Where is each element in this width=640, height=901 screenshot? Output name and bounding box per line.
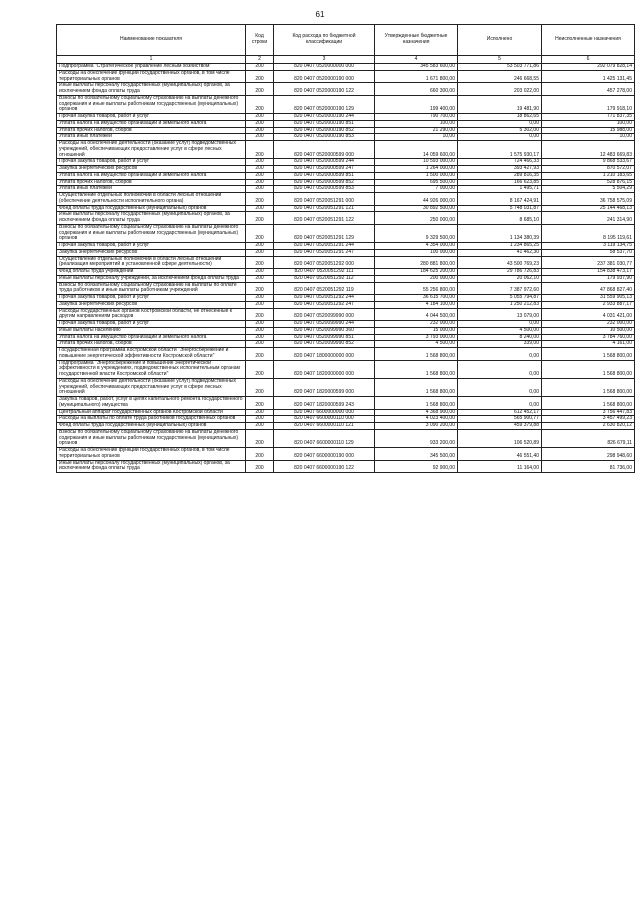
cell-approved: 4 184 100,00 xyxy=(375,301,458,308)
cell-budget-code: 820 0407 0520000599 244 xyxy=(274,159,375,166)
cell-budget-code: 820 0407 6600000110 121 xyxy=(274,423,375,430)
cell-budget-code: 820 0407 1820000599 000 xyxy=(274,378,375,396)
cell-indicator-name: Уплата налога на имущество организаций и земельного налога xyxy=(57,172,246,179)
cell-approved: 92 900,00 xyxy=(375,460,458,473)
cell-unexecuted: 179 918,10 xyxy=(542,95,635,113)
cell-unexecuted: 237 381 030,77 xyxy=(542,256,635,269)
cell-indicator-name: Уплата прочих налогов, сборов xyxy=(57,179,246,186)
cell-approved: 1 568 800,00 xyxy=(375,397,458,410)
cell-executed: 46 551,40 xyxy=(458,448,542,461)
cell-indicator-name: Иные выплаты населению xyxy=(57,327,246,334)
table-row xyxy=(57,378,635,396)
cell-budget-code: 820 0407 0520099990 244 xyxy=(274,321,375,328)
cell-budget-code: 820 0407 0520000190 122 xyxy=(274,83,375,96)
cell-line-code: 200 xyxy=(246,159,274,166)
cell-line-code: 200 xyxy=(246,334,274,341)
cell-executed: 1 575 930,17 xyxy=(458,141,542,159)
cell-line-code: 200 xyxy=(246,212,274,225)
cell-unexecuted: 1 210 183,65 xyxy=(542,172,635,179)
cell-indicator-name: Расходы на обеспечение деятельности (оказание услуг) подведомственных учреждений, обеспечивающих предоставление услуг в сфере лесных отношений xyxy=(57,141,246,159)
table-row xyxy=(57,282,635,295)
cell-executed: 41 462,30 xyxy=(458,249,542,256)
cell-indicator-name: Государственная программа Костромской области "Энергосбережение и повышение энергетической эффективности Костромской области" xyxy=(57,348,246,361)
cell-unexecuted: 3 784 760,00 xyxy=(542,334,635,341)
cell-unexecuted: 58 537,70 xyxy=(542,249,635,256)
cell-executed: 43 500 769,23 xyxy=(458,256,542,269)
cell-line-code: 200 xyxy=(246,301,274,308)
cell-budget-code: 820 0407 0520051291 129 xyxy=(274,224,375,242)
cell-unexecuted: 8 195 119,61 xyxy=(542,224,635,242)
cell-budget-code: 820 0407 0520099990 851 xyxy=(274,334,375,341)
cell-unexecuted: 10,00 xyxy=(542,134,635,141)
cell-approved: 10 593 000,00 xyxy=(375,159,458,166)
cell-approved: 3 090 200,00 xyxy=(375,423,458,430)
cell-unexecuted: 1 568 800,00 xyxy=(542,378,635,396)
table-row xyxy=(57,141,635,159)
cell-indicator-name: Фонд оплаты труда государственных (муниципальных) органов xyxy=(57,423,246,430)
cell-indicator-name: Закупка товаров, работ, услуг в целях капитального ремонта государственного (муниципального) имущества xyxy=(57,397,246,410)
cell-unexecuted: 292 079 828,14 xyxy=(542,64,635,71)
cell-unexecuted: 826 679,11 xyxy=(542,429,635,447)
cell-approved: 1 264 000,00 xyxy=(375,166,458,173)
cell-budget-code: 820 0407 6600000000 000 xyxy=(274,409,375,416)
cell-budget-code: 820 0407 0520051292 119 xyxy=(274,282,375,295)
cell-budget-code: 820 0407 0520051292 000 xyxy=(274,256,375,269)
cell-line-code: 200 xyxy=(246,321,274,328)
cell-line-code: 200 xyxy=(246,341,274,348)
cell-unexecuted: 100,00 xyxy=(542,120,635,127)
table-row xyxy=(57,301,635,308)
cell-approved: 695 500,00 xyxy=(375,179,458,186)
table-header xyxy=(57,25,635,64)
cell-indicator-name: Взносы по обязательному социальному страхованию на выплаты денежного содержания и иные выплаты работникам государственных (муниципальных) органов xyxy=(57,429,246,447)
cell-approved: 1 671 800,00 xyxy=(375,70,458,83)
cell-indicator-name: Прочая закупка товаров, работ и услуг xyxy=(57,321,246,328)
cell-budget-code: 820 0407 0520051291 000 xyxy=(274,193,375,206)
cell-executed: 1 250 212,83 xyxy=(458,301,542,308)
cell-approved: 4 354 000,00 xyxy=(375,243,458,250)
cell-budget-code: 820 0407 6600000190 000 xyxy=(274,448,375,461)
cell-indicator-name: Иные выплаты персоналу государственных (муниципальных) органов, за исключением фонда оплаты труда xyxy=(57,83,246,96)
cell-approved: 199 400,00 xyxy=(375,95,458,113)
cell-unexecuted: 2 630 820,12 xyxy=(542,423,635,430)
cell-unexecuted: 4 161,00 xyxy=(542,341,635,348)
cell-indicator-name: Уплата налога на имущество организаций и земельного налога xyxy=(57,120,246,127)
cell-approved: 10,00 xyxy=(375,134,458,141)
table-row xyxy=(57,448,635,461)
cell-unexecuted: 771 837,35 xyxy=(542,114,635,121)
column-number: 4 xyxy=(375,56,458,64)
cell-budget-code: 820 0407 0520000190 852 xyxy=(274,127,375,134)
cell-executed: 0,00 xyxy=(458,134,542,141)
cell-indicator-name: Расходы на выплаты по оплате труда работников государственных органов xyxy=(57,416,246,423)
cell-executed: 29 786 726,83 xyxy=(458,269,542,276)
table-row xyxy=(57,397,635,410)
table-row xyxy=(57,83,635,96)
cell-approved: 790 700,00 xyxy=(375,114,458,121)
cell-executed: 8 167 424,91 xyxy=(458,193,542,206)
column-number: 2 xyxy=(246,56,274,64)
cell-unexecuted: 232 000,00 xyxy=(542,321,635,328)
cell-budget-code: 820 0407 0520000190 129 xyxy=(274,95,375,113)
cell-indicator-name: Уплата иных платежей xyxy=(57,134,246,141)
cell-executed: 166 623,85 xyxy=(458,179,542,186)
table-row xyxy=(57,249,635,256)
cell-executed: 0,00 xyxy=(458,397,542,410)
cell-line-code: 200 xyxy=(246,269,274,276)
cell-approved: 184 625 200,00 xyxy=(375,269,458,276)
cell-line-code: 200 xyxy=(246,256,274,269)
cell-line-code: 200 xyxy=(246,378,274,396)
column-number: 1 xyxy=(57,56,246,64)
cell-budget-code: 820 0407 0520051292 112 xyxy=(274,275,375,282)
cell-unexecuted: 25 144 468,13 xyxy=(542,205,635,212)
column-number: 5 xyxy=(458,56,542,64)
cell-indicator-name: Прочая закупка товаров, работ и услуг xyxy=(57,114,246,121)
cell-indicator-name: Уплата прочих налогов, сборов xyxy=(57,127,246,134)
cell-budget-code: 820 0407 6600000110 000 xyxy=(274,416,375,423)
cell-line-code: 200 xyxy=(246,172,274,179)
cell-executed: 612 452,17 xyxy=(458,409,542,416)
cell-approved: 3 793 000,00 xyxy=(375,334,458,341)
cell-executed: 0,00 xyxy=(458,378,542,396)
cell-line-code: 200 xyxy=(246,70,274,83)
cell-executed: 11 164,00 xyxy=(458,460,542,473)
cell-indicator-name: Уплата прочих налогов, сборов xyxy=(57,341,246,348)
table-row xyxy=(57,360,635,378)
cell-budget-code: 820 0407 0520000599 247 xyxy=(274,166,375,173)
cell-approved: 55 256 800,00 xyxy=(375,282,458,295)
cell-unexecuted: 5 504,29 xyxy=(542,186,635,193)
cell-unexecuted: 4 031 421,00 xyxy=(542,308,635,321)
cell-line-code: 200 xyxy=(246,409,274,416)
cell-executed: 393 427,93 xyxy=(458,166,542,173)
cell-budget-code: 820 0407 1820000599 243 xyxy=(274,397,375,410)
cell-executed: 0,00 xyxy=(458,321,542,328)
cell-executed: 13 079,00 xyxy=(458,308,542,321)
cell-unexecuted: 241 314,90 xyxy=(542,212,635,225)
cell-line-code: 200 xyxy=(246,423,274,430)
cell-budget-code: 820 0407 0520000599 853 xyxy=(274,186,375,193)
cell-unexecuted: 1 425 131,45 xyxy=(542,70,635,83)
cell-budget-code: 820 0407 1800000000 000 xyxy=(274,348,375,361)
cell-indicator-name: Иные выплаты персоналу государственных (муниципальных) органов, за исключением фонда оплаты труда xyxy=(57,212,246,225)
cell-indicator-name: Иные выплаты персоналу государственных (муниципальных) органов, за исключением фонда оплаты труда xyxy=(57,460,246,473)
cell-executed: 246 668,55 xyxy=(458,70,542,83)
cell-approved: 30 892 500,00 xyxy=(375,205,458,212)
cell-executed: 1 234 865,25 xyxy=(458,243,542,250)
cell-line-code: 200 xyxy=(246,249,274,256)
cell-indicator-name: Взносы по обязательному социальному страхованию на выплаты денежного содержания и иные выплаты работникам государственных (муниципальных) органов xyxy=(57,95,246,113)
cell-line-code: 200 xyxy=(246,64,274,71)
cell-indicator-name: Прочая закупка товаров, работ и услуг xyxy=(57,295,246,302)
cell-executed: 4 500,00 xyxy=(458,327,542,334)
cell-indicator-name: Осуществление отдельных полномочий в области лесных отношений (реализация мероприятий в установленной сфере деятельности) xyxy=(57,256,246,269)
cell-unexecuted: 31 559 905,13 xyxy=(542,295,635,302)
cell-budget-code: 820 0407 0520000190 000 xyxy=(274,70,375,83)
cell-unexecuted: 1 568 800,00 xyxy=(542,360,635,378)
cell-executed: 18 862,65 xyxy=(458,114,542,121)
cell-approved: 4 500,00 xyxy=(375,341,458,348)
cell-executed: 459 379,88 xyxy=(458,423,542,430)
header-approved: Утвержденные бюджетные назначения xyxy=(375,25,458,56)
cell-line-code: 200 xyxy=(246,360,274,378)
cell-line-code: 200 xyxy=(246,205,274,212)
cell-budget-code: 820 0407 0520000599 852 xyxy=(274,179,375,186)
cell-unexecuted: 457 278,00 xyxy=(542,83,635,96)
cell-budget-code: 820 0407 0520000000 000 xyxy=(274,64,375,71)
cell-indicator-name: Фонд оплаты труда государственных (муниципальных) органов xyxy=(57,205,246,212)
cell-line-code: 200 xyxy=(246,460,274,473)
cell-executed: 289 816,35 xyxy=(458,172,542,179)
cell-indicator-name: Подпрограмма "Энергосбережение и повышение энергетической эффективности в учреждениях, подведомственных исполнительным органам государственной власти Костромской области" xyxy=(57,360,246,378)
cell-approved: 4 368 900,00 xyxy=(375,409,458,416)
cell-budget-code: 820 0407 6600000190 122 xyxy=(274,460,375,473)
cell-line-code: 200 xyxy=(246,397,274,410)
cell-budget-code: 820 0407 0520000190 853 xyxy=(274,134,375,141)
table-row xyxy=(57,275,635,282)
cell-unexecuted: 1 568 800,00 xyxy=(542,397,635,410)
cell-line-code: 200 xyxy=(246,134,274,141)
cell-line-code: 200 xyxy=(246,166,274,173)
cell-line-code: 200 xyxy=(246,186,274,193)
cell-unexecuted: 9 868 533,67 xyxy=(542,159,635,166)
cell-executed: 0,00 xyxy=(458,360,542,378)
table-row xyxy=(57,95,635,113)
cell-line-code: 200 xyxy=(246,95,274,113)
cell-indicator-name: Закупка энергетических ресурсов xyxy=(57,166,246,173)
cell-line-code: 200 xyxy=(246,295,274,302)
table-row xyxy=(57,70,635,83)
cell-executed: 1 134 380,39 xyxy=(458,224,542,242)
cell-indicator-name: Взносы по обязательному социальному страхованию на выплаты денежного содержания и иные выплаты работникам государственных (муниципальных) органов xyxy=(57,224,246,242)
header-line-code: Код строки xyxy=(246,25,274,56)
cell-approved: 1 500 000,00 xyxy=(375,172,458,179)
cell-budget-code: 820 0407 0520051292 244 xyxy=(274,295,375,302)
cell-line-code: 200 xyxy=(246,448,274,461)
cell-executed: 0,00 xyxy=(458,348,542,361)
cell-budget-code: 820 0407 0520051291 244 xyxy=(274,243,375,250)
cell-approved: 1 568 800,00 xyxy=(375,378,458,396)
cell-approved: 9 329 500,00 xyxy=(375,224,458,242)
cell-indicator-name: Уплата иных платежей xyxy=(57,186,246,193)
cell-unexecuted: 15 988,00 xyxy=(542,127,635,134)
header-indicator-name: Наименование показателя xyxy=(57,25,246,56)
cell-budget-code: 820 0407 0520099990 852 xyxy=(274,341,375,348)
cell-approved: 933 200,00 xyxy=(375,429,458,447)
table-row xyxy=(57,308,635,321)
cell-unexecuted: 3 457 499,23 xyxy=(542,416,635,423)
cell-unexecuted: 298 948,60 xyxy=(542,448,635,461)
cell-indicator-name: Фонд оплаты труда учреждений xyxy=(57,269,246,276)
cell-budget-code: 820 0407 0520099990 000 xyxy=(274,308,375,321)
table-row xyxy=(57,460,635,473)
cell-approved: 44 926 000,00 xyxy=(375,193,458,206)
cell-indicator-name: Расходы на обеспечение функций государственных органов, в том числе территориальных органов xyxy=(57,70,246,83)
table-row xyxy=(57,120,635,127)
cell-budget-code: 820 0407 0520099990 360 xyxy=(274,327,375,334)
cell-budget-code: 820 0407 0520051291 121 xyxy=(274,205,375,212)
cell-indicator-name: Подпрограмма "Стратегическое управление лесным хозяйством" xyxy=(57,64,246,71)
cell-unexecuted: 3 756 447,83 xyxy=(542,409,635,416)
cell-unexecuted: 10 500,00 xyxy=(542,327,635,334)
cell-executed: 19 481,90 xyxy=(458,95,542,113)
cell-unexecuted: 36 758 575,09 xyxy=(542,193,635,206)
cell-approved: 15 000,00 xyxy=(375,327,458,334)
cell-executed: 8 240,00 xyxy=(458,334,542,341)
cell-line-code: 200 xyxy=(246,120,274,127)
table-row xyxy=(57,256,635,269)
cell-unexecuted: 154 838 473,17 xyxy=(542,269,635,276)
cell-budget-code: 820 0407 0520000599 000 xyxy=(274,141,375,159)
cell-executed: 203 022,00 xyxy=(458,83,542,96)
cell-indicator-name: Уплата налога на имущество организаций и земельного налога xyxy=(57,334,246,341)
cell-line-code: 200 xyxy=(246,275,274,282)
cell-approved: 36 615 700,00 xyxy=(375,295,458,302)
cell-line-code: 200 xyxy=(246,429,274,447)
cell-approved: 345 500,00 xyxy=(375,448,458,461)
cell-approved: 660 300,00 xyxy=(375,83,458,96)
cell-indicator-name: Расходы государственных органов Костромской области, не отнесенные к другим направлениям расходов xyxy=(57,308,246,321)
cell-indicator-name: Иные выплаты персоналу учреждений, за исключением фонда оплаты труда xyxy=(57,275,246,282)
header-unexecuted: Неисполненные назначения xyxy=(542,25,635,56)
cell-line-code: 200 xyxy=(246,327,274,334)
cell-line-code: 200 xyxy=(246,127,274,134)
cell-executed: 5 302,00 xyxy=(458,127,542,134)
cell-executed: 5 748 031,87 xyxy=(458,205,542,212)
cell-indicator-name: Расходы на обеспечение функций государственных органов, в том числе территориальных органов xyxy=(57,448,246,461)
cell-budget-code: 820 0407 1820000000 000 xyxy=(274,360,375,378)
cell-line-code: 200 xyxy=(246,308,274,321)
cell-unexecuted: 870 572,07 xyxy=(542,166,635,173)
cell-budget-code: 820 0407 6600000110 129 xyxy=(274,429,375,447)
cell-unexecuted: 179 937,90 xyxy=(542,275,635,282)
cell-approved: 250 000,00 xyxy=(375,212,458,225)
cell-indicator-name: Осуществление отдельных полномочий в области лесных отношений (обеспечение деятельности исполнительного органа) xyxy=(57,193,246,206)
cell-unexecuted: 1 568 800,00 xyxy=(542,348,635,361)
cell-indicator-name: Расходы на обеспечение деятельности (оказание услуг) подведомственных учреждений, обеспечивающих предоставление услуг в сфере лесных отношений xyxy=(57,378,246,396)
table-row xyxy=(57,224,635,242)
cell-line-code: 200 xyxy=(246,282,274,295)
cell-approved: 100 000,00 xyxy=(375,249,458,256)
header-budget-classification-code: Код расхода по бюджетной классификации xyxy=(274,25,375,56)
table-row xyxy=(57,212,635,225)
cell-line-code: 200 xyxy=(246,114,274,121)
cell-executed: 0,00 xyxy=(458,120,542,127)
table-body xyxy=(57,64,635,473)
cell-executed: 53 503 771,86 xyxy=(458,64,542,71)
cell-line-code: 200 xyxy=(246,224,274,242)
cell-indicator-name: Прочая закупка товаров, работ и услуг xyxy=(57,159,246,166)
cell-line-code: 200 xyxy=(246,141,274,159)
cell-budget-code: 820 0407 0520000190 851 xyxy=(274,120,375,127)
cell-budget-code: 820 0407 0520051291 247 xyxy=(274,249,375,256)
cell-approved: 4 044 500,00 xyxy=(375,308,458,321)
cell-approved: 4 023 400,00 xyxy=(375,416,458,423)
cell-approved: 21 290,00 xyxy=(375,127,458,134)
cell-unexecuted: 528 876,15 xyxy=(542,179,635,186)
cell-executed: 1 495,71 xyxy=(458,186,542,193)
cell-line-code: 200 xyxy=(246,416,274,423)
table-row xyxy=(57,172,635,179)
column-number: 6 xyxy=(542,56,635,64)
cell-approved: 100,00 xyxy=(375,120,458,127)
cell-approved: 200 000,00 xyxy=(375,275,458,282)
cell-approved: 1 568 800,00 xyxy=(375,348,458,361)
cell-line-code: 200 xyxy=(246,179,274,186)
cell-unexecuted: 2 933 887,17 xyxy=(542,301,635,308)
cell-approved: 14 059 600,00 xyxy=(375,141,458,159)
column-number: 3 xyxy=(274,56,375,64)
table-row xyxy=(57,348,635,361)
cell-budget-code: 820 0407 0520051291 122 xyxy=(274,212,375,225)
cell-approved: 280 881 800,00 xyxy=(375,256,458,269)
cell-indicator-name: Закупка энергетических ресурсов xyxy=(57,249,246,256)
cell-unexecuted: 3 119 134,75 xyxy=(542,243,635,250)
cell-indicator-name: Центральный аппарат государственных органов Костромской области xyxy=(57,409,246,416)
table-row xyxy=(57,327,635,334)
cell-approved: 232 000,00 xyxy=(375,321,458,328)
cell-executed: 339,00 xyxy=(458,341,542,348)
cell-budget-code: 820 0407 0520000599 851 xyxy=(274,172,375,179)
cell-executed: 7 387 972,60 xyxy=(458,282,542,295)
cell-budget-code: 820 0407 0520051292 111 xyxy=(274,269,375,276)
cell-approved: 7 000,00 xyxy=(375,186,458,193)
budget-execution-table xyxy=(56,24,635,473)
cell-indicator-name: Закупка энергетических ресурсов xyxy=(57,301,246,308)
cell-budget-code: 820 0407 0520051292 247 xyxy=(274,301,375,308)
page-number: 61 xyxy=(315,10,325,19)
cell-approved: 345 583 600,00 xyxy=(375,64,458,71)
cell-executed: 8 685,10 xyxy=(458,212,542,225)
table-row xyxy=(57,429,635,447)
cell-executed: 5 055 794,87 xyxy=(458,295,542,302)
cell-indicator-name: Взносы по обязательному социальному страхованию на выплаты по оплате труда работников и иные выплаты работникам учреждений xyxy=(57,282,246,295)
cell-line-code: 200 xyxy=(246,243,274,250)
cell-unexecuted: 12 483 669,83 xyxy=(542,141,635,159)
cell-line-code: 200 xyxy=(246,83,274,96)
cell-executed: 724 466,33 xyxy=(458,159,542,166)
cell-line-code: 200 xyxy=(246,348,274,361)
cell-line-code: 200 xyxy=(246,193,274,206)
table-row xyxy=(57,193,635,206)
cell-unexecuted: 47 868 827,40 xyxy=(542,282,635,295)
header-executed: Исполнено xyxy=(458,25,542,56)
cell-unexecuted: 81 736,00 xyxy=(542,460,635,473)
cell-executed: 20 062,10 xyxy=(458,275,542,282)
cell-executed: 565 900,77 xyxy=(458,416,542,423)
cell-approved: 1 568 800,00 xyxy=(375,360,458,378)
cell-budget-code: 820 0407 0520000190 244 xyxy=(274,114,375,121)
cell-indicator-name: Прочая закупка товаров, работ и услуг xyxy=(57,243,246,250)
cell-executed: 106 520,89 xyxy=(458,429,542,447)
